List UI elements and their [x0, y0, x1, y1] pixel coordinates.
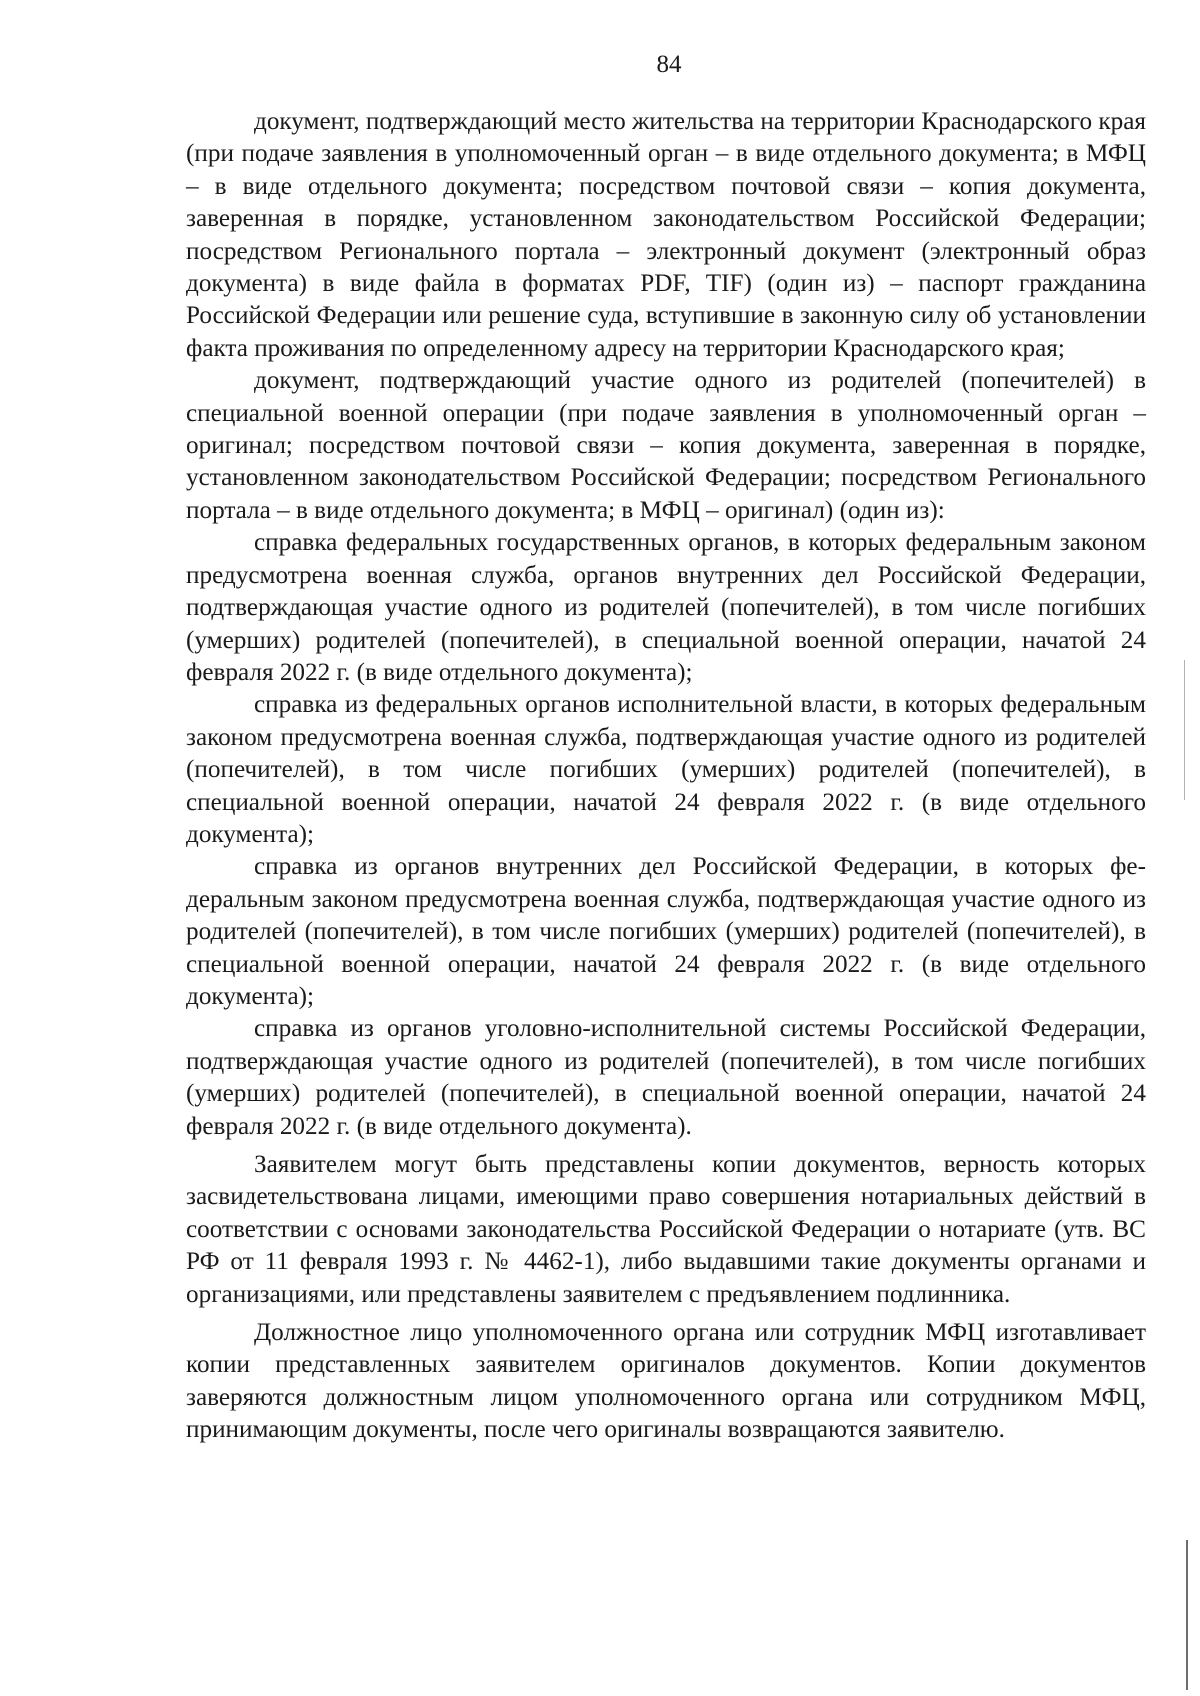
paragraph-certified-copies: Заявителем могут быть представлены копии документов, верность которых засвидетельствована лицами, имеющими право совершения нотариальных действий в соответствии с основами законодательства Российской Федерации о нотариате (утв. ВС РФ от 11 февраля 1993 г. № 4462-1), либо выдавшими такие документы органами и организациями, или представлены заявителем с предъявлением подлинника.	[186, 1151, 1146, 1308]
scan-edge-mark-bottom	[1186, 1540, 1188, 1690]
paragraph-federal-agencies-certificate: справка федеральных государственных органов, в которых федеральным законом предусмотрена военная служба, органов внутренних дел Российской Федерации, подтверждающая участие одного из родителей (попечителей), в том числе погибших (умерших) родителей (попечителей), в специальной военной операции, начатой 24 февраля 2022 г. (в виде отдельного документа);	[186, 529, 1146, 686]
document-body	[186, 106, 1146, 1447]
paragraph-official-copies: Должностное лицо уполномоченного органа или сотрудник МФЦ изготавливает копии представленных заявителем оригиналов документов. Копии документов заверяются должностным лицом уполномоченного органа или сотрудником МФЦ, принимающим документы, после чего оригиналы возвращаются заявителю.	[186, 1319, 1146, 1444]
paragraph-executive-bodies-certificate: справка из федеральных органов исполнительной власти, в которых федеральным законом предусмотрена военная служба, подтверждающая участие одного из родителей (попечителей), в том числе погибших (умерших) родителей (попечителей), в специальной военной операции, начатой 24 февраля 2022 г. (в виде отдельного документа);	[186, 691, 1146, 848]
paragraph-participation-document: документ, подтверждающий участие одного из родителей (попечителей) в специальной военной операции (при подаче заявления в уполномоченный орган – оригинал; посредством почтовой связи – копия документа, заверенная в порядке, установленном законодательством Российской Федерации; посредством Регионального портала – в виде отдельного документа; в МФЦ – оригинал) (один из):	[186, 367, 1146, 524]
paragraph-residence-document: документ, подтверждающий место жительства на территории Краснодарского края (при подаче заявления в уполномоченный орган – в виде отдельного документа; в МФЦ – в виде отдельного документа; посредством почтовой связи – копия документа, заверенная в порядке, установленном законодательством Российской Федерации; посредством Регионального портала – электронный документ (электронный образ документа) в виде файла в форматах PDF, TIF) (один из) – паспорт гражданина Российской Федерации или решение суда, вступившие в законную силу об установлении факта проживания по определенному адресу на территории Краснодарского края;	[186, 108, 1146, 362]
page-number: 84	[656, 51, 682, 78]
paragraph-internal-affairs-certificate: справка из органов внутренних дел Российской Федерации, в которых федеральным законом предусмотрена военная служба, подтверждающая участие одного из родителей (попечителей), в том числе погибших (умерших) родителей (попечителей), в специальной военной операции, начатой 24 февраля 2022 г. (в виде отдельного документа);	[186, 853, 1146, 1010]
scan-edge-mark-top	[1184, 660, 1185, 800]
paragraph-penitentiary-certificate: справка из органов уголовно-исполнительной системы Российской Федерации, подтверждающая участие одного из родителей (попечителей), в том числе погибших (умерших) родителей (попечителей), в специальной военной операции, начатой 24 февраля 2022 г. (в виде отдельного документа).	[186, 1015, 1146, 1140]
